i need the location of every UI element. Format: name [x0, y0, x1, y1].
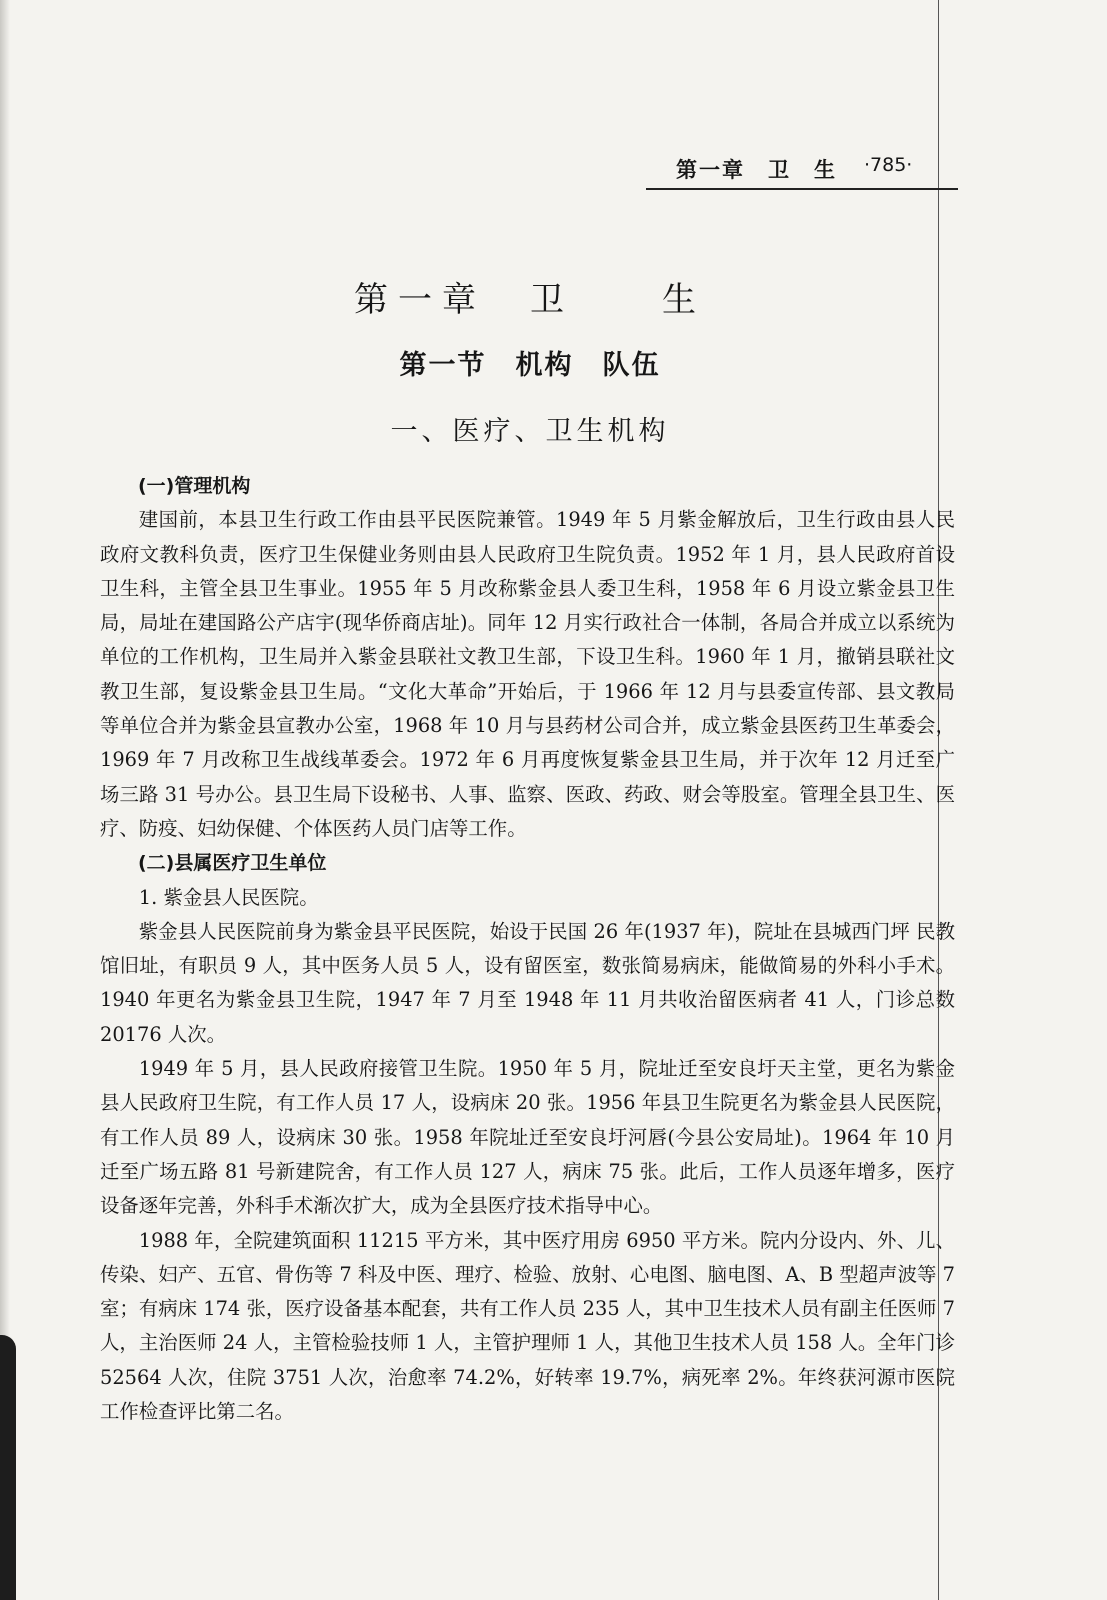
scan-binding-shadow — [0, 1335, 16, 1600]
paragraph-hospital-1949: 1949 年 5 月，县人民政府接管卫生院。1950 年 5 月，院址迁至安良圩天主堂，更名为紫金县人民政府卫生院，有工作人员 17 人，设病床 20 张。1956 年县卫生院更名为紫金县人民医院，有工作人员 89 人，设病床 30 张。1958 年院址迁至安良圩河唇(今县公安局址)。1964 年 10 月迁至广场五路 81 号新建院舍，有工作人员 127 人，病床 75 张。此后，工作人员逐年增多，医疗设备逐年完善，外科手术渐次扩大，成为全县医疗技术指导中心。 — [100, 1057, 955, 1218]
heading-management: (一)管理机构 — [138, 475, 251, 497]
subsection-title: 一、医疗、卫生机构 — [390, 416, 670, 447]
paragraph-management: 建国前，本县卫生行政工作由县平民医院兼管。1949 年 5 月紫金解放后，卫生行政由县人民政府文教科负责，医疗卫生保健业务则由县人民政府卫生院负责。1952 年 1 月，县人民政府首设卫生科，主管全县卫生事业。1955 年 5 月改称紫金县人委卫生科，1958 年 6 月设立紫金县卫生局，局址在建国路公产店宇(现华侨商店址)。同年 12 月实行政社合一体制，各局合并成立以系统为单位的工作机构，卫生局并入紫金县联社文教卫生部，下设卫生科。1960 年 1 月，撤销县联社文教卫生部，复设紫金县卫生局。“文化大革命”开始后，于 1966 年 12 月与县委宣传部、县文教局等单位合并为紫金县宣教办公室，1968 年 10 月与县药材公司合并，成立紫金县医药卫生革委会，1969 年 7 月改称卫生战线革委会。1972 年 6 月再度恢复紫金县卫生局，并于次年 12 月迁至广场三路 31 号办公。县卫生局下设秘书、人事、监察、医政、药政、财会等股室。管理全县卫生、医疗、防疫、妇幼保健、个体医药人员门店等工作。 — [100, 508, 955, 840]
paragraph-hospital-origin: 紫金县人民医院前身为紫金县平民医院，始设于民国 26 年(1937 年)，院址在县城西门坪 民教馆旧址，有职员 9 人，其中医务人员 5 人，设有留医室，数张简易病床，能做简易的外科小手术。1940 年更名为紫金县卫生院，1947 年 7 月至 1948 年 11 月共收治留医病者 41 人，门诊总数 20176 人次。 — [100, 919, 955, 1046]
body-text — [100, 469, 955, 1429]
paragraph-hospital-1988: 1988 年，全院建筑面积 11215 平方米，其中医疗用房 6950 平方米。院内分设内、外、儿、传染、妇产、五官、骨伤等 7 科及中医、理疗、检验、放射、心电图、脑电图、A、B 型超声波等 7 室；有病床 174 张，医疗设备基本配套，共有工作人员 235 人，其中卫生技术人员有副主任医师 7 人，主治医师 24 人，主管检验技师 1 人，主管护理师 1 人，其他卫生技术人员 158 人。全年门诊 52564 人次，住院 3751 人次，治愈率 74.2%，好转率 19.7%，病死率 2%。年终获河源市医院工作检查评比第二名。 — [100, 1228, 955, 1424]
running-head-chapter: 第一章 卫 生 — [676, 158, 837, 182]
section-title: 第一节 机构 队伍 — [399, 350, 661, 381]
heading-county-units: (二)县属医疗卫生单位 — [138, 852, 327, 875]
list-item-hospital: 1. 紫金县人民医院。 — [138, 885, 319, 909]
running-head — [646, 150, 958, 190]
page-number: ·785· — [864, 154, 913, 176]
chapter-title: 第一章 卫 生 — [354, 280, 706, 320]
